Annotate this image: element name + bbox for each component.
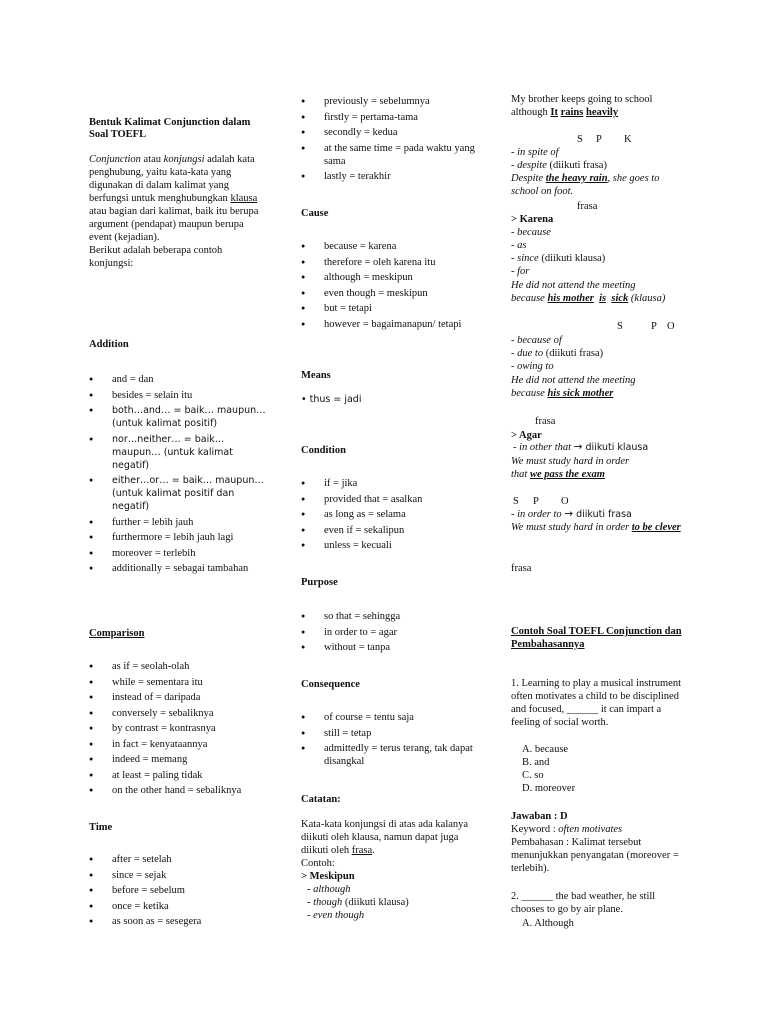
spo-label-o: O: [667, 321, 675, 332]
meskipun-even-though: - even though: [307, 910, 365, 921]
spk-label-p: P: [596, 134, 602, 145]
means-item: • thus = jadi: [301, 394, 362, 405]
list-item: ● besides = selain itu: [89, 389, 267, 402]
q1-option-d: D. moreover: [522, 783, 576, 794]
q1-option-a: A. because: [522, 744, 569, 755]
list-item: ● even if = sekalipun: [301, 524, 476, 537]
consequence-heading: Consequence: [301, 679, 360, 690]
intro-text-b: adalah kata penghubung, yaitu kata-kata yang digunakan di dalam kalimat yang berfungsi untuk menghubungkan: [89, 154, 255, 204]
list-item: ● as long as = selama: [301, 508, 476, 521]
means-heading: Means: [301, 370, 331, 381]
list-item: ● moreover = terlebih: [89, 547, 267, 560]
list-item: ● unless = kecuali: [301, 539, 476, 552]
document-title: Bentuk Kalimat Conjunction dalam Soal TOEFL: [89, 117, 251, 140]
spo-label-s: S: [617, 321, 623, 332]
intro-line2: Berikut adalah beberapa contoh konjungsi:: [89, 245, 223, 269]
list-item: ● once = ketika: [89, 900, 267, 913]
list-item: ● either…or… = baik… maupun… (untuk kalimat positif dan negatif): [89, 474, 267, 513]
list-item: ● firstly = pertama-tama: [301, 111, 476, 124]
addition-heading: Addition: [89, 339, 129, 350]
karena-heading: > Karena: [511, 214, 554, 225]
condition-heading: Condition: [301, 445, 346, 456]
inspite-line: - in spite of: [511, 147, 559, 158]
list-item: ● since = sejak: [89, 869, 267, 882]
list-item: ● before = sebelum: [89, 884, 267, 897]
list-item: ● in order to = agar: [301, 626, 476, 639]
list-item: ● lastly = terakhir: [301, 170, 476, 183]
list-item: ● at least = paling tidak: [89, 769, 267, 782]
example-3-line2: because his mother is sick (klausa): [511, 293, 666, 304]
intro-klausa: klausa: [230, 193, 258, 204]
list-item: ● even though = meskipun: [301, 287, 476, 300]
catatan-text: Kata-kata konjungsi di atas ada kalanya diikuti oleh klausa, namun dapat juga diikuti oleh: [301, 819, 469, 856]
spk-label-s: S: [577, 134, 583, 145]
spo2-label-o: O: [561, 496, 569, 507]
list-item: ● therefore = oleh karena itu: [301, 256, 476, 269]
list-item: ● as soon as = sesegera: [89, 915, 267, 928]
agar-in-order-to: - in order to → diikuti frasa: [511, 508, 632, 520]
meskipun-though-line: - though (diikuti klausa): [307, 897, 409, 908]
list-item: ● at the same time = pada waktu yang sama: [301, 142, 476, 168]
list-item: ● as if = seolah-olah: [89, 660, 267, 673]
karena-as: - as: [511, 240, 527, 251]
frasa-label-3: frasa: [511, 563, 532, 574]
comparison-list: [89, 660, 267, 800]
spo2-label-s: S: [513, 496, 519, 507]
karena-because-of: - because of: [511, 335, 562, 346]
list-item: ● of course = tentu saja: [301, 711, 476, 724]
spk-label-k: K: [624, 134, 632, 145]
meskipun-heading: > Meskipun: [301, 871, 355, 882]
list-item: ● both…and… = baik… maupun… (untuk kalimat positif): [89, 404, 267, 430]
list-item: ● still = tetap: [301, 727, 476, 740]
karena-for: - for: [511, 266, 530, 277]
list-item: ● in fact = kenyataannya: [89, 738, 267, 751]
list-item: ● provided that = asalkan: [301, 493, 476, 506]
list-item: ● after = setelah: [89, 853, 267, 866]
intro-text-a: atau: [140, 154, 164, 165]
karena-due-to: - due to (diikuti frasa): [511, 348, 604, 359]
karena-owing-to: - owing to: [511, 361, 554, 372]
consequence-list: [301, 711, 476, 771]
list-item: ● on the other hand = sebaliknya: [89, 784, 267, 797]
spo2-label-p: P: [533, 496, 539, 507]
q1-option-c: C. so: [522, 770, 544, 781]
spo-label-p: P: [651, 321, 657, 332]
sequence-list: [301, 95, 476, 186]
frasa-label-1: frasa: [577, 201, 598, 212]
list-item: ● without = tanpa: [301, 641, 476, 654]
example-4-line2: because his sick mother: [511, 388, 614, 399]
time-heading: Time: [89, 822, 113, 833]
contoh-label: Contoh:: [301, 858, 335, 869]
intro-term-conjunction: Conjunction: [89, 154, 141, 165]
list-item: ● while = sementara itu: [89, 676, 267, 689]
karena-because: - because: [511, 227, 551, 238]
list-item: ● because = karena: [301, 240, 476, 253]
example-4-line1: He did not attend the meeting: [511, 375, 636, 386]
list-item: ● but = tetapi: [301, 302, 476, 315]
cause-list: [301, 240, 476, 333]
frasa-label-2: frasa: [535, 416, 556, 427]
list-item: ● secondly = kedua: [301, 126, 476, 139]
list-item: ● previously = sebelumnya: [301, 95, 476, 108]
condition-list: [301, 477, 476, 555]
addition-list: [89, 373, 267, 578]
contoh-soal-heading: Contoh Soal TOEFL Conjunction dan Pembahasannya: [511, 626, 682, 650]
comparison-heading: Comparison: [89, 628, 145, 639]
keyword-line: Keyword : often motivates: [511, 824, 623, 835]
list-item: ● so that = sehingga: [301, 610, 476, 623]
list-item: ● although = meskipun: [301, 271, 476, 284]
list-item: ● conversely = sebaliknya: [89, 707, 267, 720]
q2-option-a: A. Although: [522, 918, 574, 929]
list-item: ● indeed = memang: [89, 753, 267, 766]
karena-since: - since (diikuti klausa): [511, 253, 606, 264]
catatan-paragraph: [301, 818, 477, 857]
list-item: ● furthermore = lebih jauh lagi: [89, 531, 267, 544]
jawaban: Jawaban : D: [511, 811, 568, 822]
list-item: ● additionally = sebagai tambahan: [89, 562, 267, 575]
list-item: ● however = bagaimanapun/ tetapi: [301, 318, 476, 331]
catatan-heading: Catatan:: [301, 794, 341, 805]
agar-heading: > Agar: [511, 430, 542, 441]
list-item: ● admittedly = terus terang, tak dapat disangkal: [301, 742, 476, 768]
list-item: ● nor…neither… = baik… maupun… (untuk kalimat negatif): [89, 433, 267, 472]
list-item: ● instead of = daripada: [89, 691, 267, 704]
pembahasan: Pembahasan : Kalimat tersebut menunjukkan penyangatan (moreover = terlebih).: [511, 837, 679, 874]
cause-heading: Cause: [301, 208, 329, 219]
intro-paragraph: [89, 153, 259, 270]
list-item: ● if = jika: [301, 477, 476, 490]
catatan-frasa: frasa: [351, 845, 373, 856]
purpose-heading: Purpose: [301, 577, 338, 588]
question-2: 2. ______ the bad weather, he still chooses to go by air plane.: [511, 891, 656, 915]
intro-term-konjungsi: konjungsi: [163, 154, 205, 165]
catatan-end: .: [372, 845, 375, 856]
agar-in-other-that: - in other that → diikuti klausa: [513, 441, 649, 453]
intro-text-c: atau bagian dari kalimat, baik itu berupa argument (pendapat) maupun berupa event (kejadian).: [89, 206, 259, 243]
example-5-line1: We must study hard in order: [511, 456, 630, 467]
q1-option-b: B. and: [522, 757, 550, 768]
example-6: We must study hard in order to be clever: [511, 522, 681, 533]
list-item: ● by contrast = kontrasnya: [89, 722, 267, 735]
example-1: My brother keeps going to school although It rains heavily: [511, 94, 653, 118]
time-list: [89, 853, 267, 931]
despite-line: - despite (diikuti frasa): [511, 160, 607, 171]
example-2: Despite the heavy rain, she goes to school on foot.: [511, 173, 660, 197]
example-5-line2: that we pass the exam: [511, 469, 605, 480]
list-item: ● further = lebih jauh: [89, 516, 267, 529]
question-1: 1. Learning to play a musical instrument often motivates a child to be disciplined and focused, ______ it can impart a feeling of social worth.: [511, 678, 681, 728]
list-item: ● and = dan: [89, 373, 267, 386]
purpose-list: [301, 610, 476, 657]
meskipun-although: - although: [307, 884, 351, 895]
example-3-line1: He did not attend the meeting: [511, 280, 636, 291]
